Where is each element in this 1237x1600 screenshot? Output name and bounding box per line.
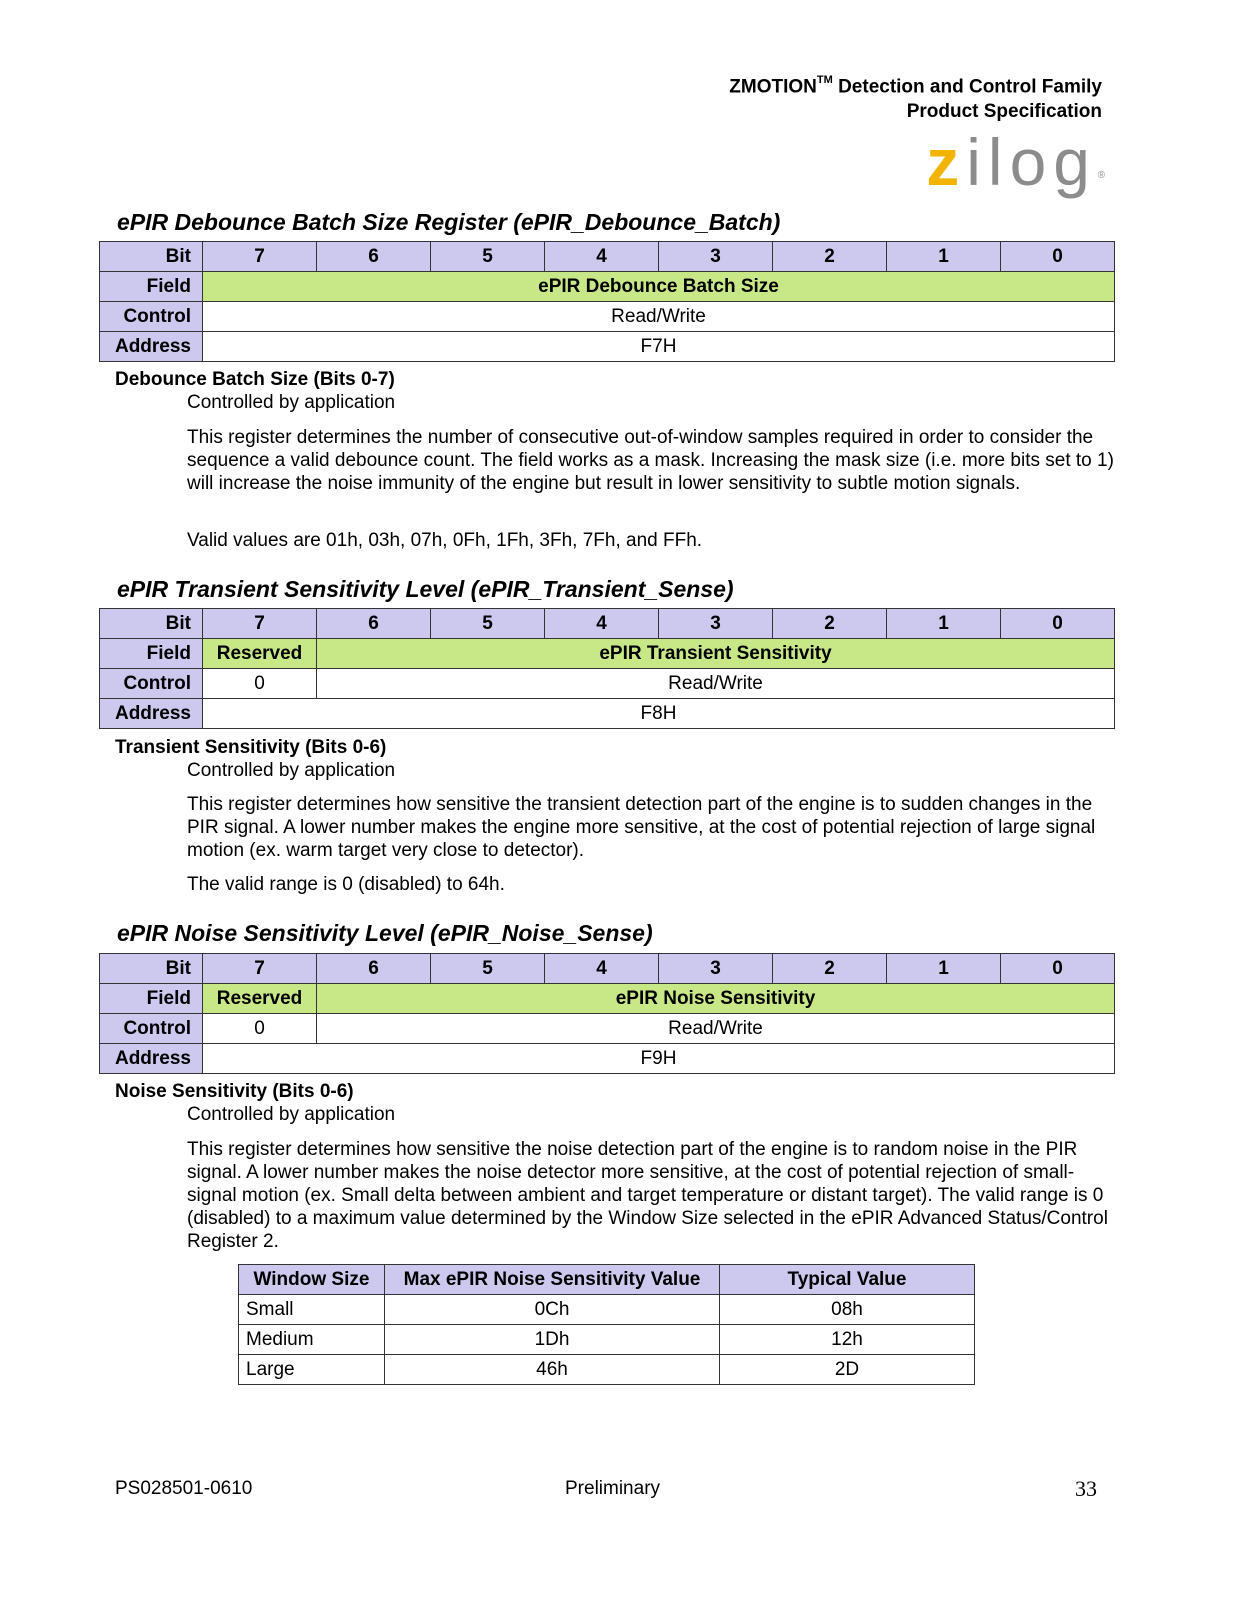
logo-z: z [926, 125, 967, 199]
bit-row [100, 954, 1115, 984]
control-row [100, 669, 1115, 699]
table-cell: Large [239, 1355, 385, 1385]
bit-cell: 5 [431, 609, 545, 639]
logo-rest: ilog [966, 125, 1097, 199]
bit-cell: 2 [773, 954, 887, 984]
field-row [100, 639, 1115, 669]
bit-cell: 4 [545, 242, 659, 272]
bit-label: Bit [100, 954, 203, 984]
document-status: Preliminary [565, 1478, 661, 1499]
register-table-noise [99, 953, 1115, 1074]
description-paragraph: This register determines how sensitive the noise detection part of the engine is to random noise in the PIR signal. A lower number makes the noise detector more sensitive, at the cost of potential rejection of small-signal motion (ex. Small delta between ambient and target temperature or distant target). The valid range is 0 (disabled) to a maximum value determined by the Window Size selected in the ePIR Advanced Status/Control Register 2. [187, 1139, 1108, 1252]
table-cell: 12h [720, 1325, 975, 1355]
register-table-transient [99, 608, 1115, 729]
address-value: F7H [203, 332, 1115, 362]
page-number: 33 [1075, 1476, 1097, 1501]
field-label: Field [100, 984, 203, 1014]
header-line-1 [729, 70, 1102, 99]
table-cell: 1Dh [385, 1325, 720, 1355]
table-header-row [239, 1265, 975, 1295]
bit-cell: 3 [659, 242, 773, 272]
bit-row [100, 609, 1115, 639]
register-table-debounce [99, 241, 1115, 362]
bit-cell: 1 [887, 242, 1001, 272]
bit-cell: 2 [773, 609, 887, 639]
bit-cell: 6 [317, 609, 431, 639]
controlled-by-text: Controlled by application [187, 760, 396, 781]
sub-heading-noise: Noise Sensitivity (Bits 0-6) [115, 1081, 354, 1102]
bit-cell: 2 [773, 242, 887, 272]
table-cell: 2D [720, 1355, 975, 1385]
control-label: Control [100, 669, 203, 699]
bit-cell: 7 [203, 609, 317, 639]
address-row [100, 1044, 1115, 1074]
table-row [239, 1325, 975, 1355]
bit-cell: 1 [887, 954, 1001, 984]
control-row [100, 302, 1115, 332]
column-header: Typical Value [720, 1265, 975, 1295]
reserved-field: Reserved [203, 639, 317, 669]
reserved-field: Reserved [203, 984, 317, 1014]
bit-label: Bit [100, 242, 203, 272]
address-value: F9H [203, 1044, 1115, 1074]
controlled-by-text: Controlled by application [187, 1104, 396, 1125]
bit-cell: 4 [545, 609, 659, 639]
field-value: ePIR Transient Sensitivity [317, 639, 1115, 669]
control-label: Control [100, 1014, 203, 1044]
address-row [100, 699, 1115, 729]
zilog-logo [926, 122, 1105, 202]
valid-range-text: The valid range is 0 (disabled) to 64h. [187, 874, 505, 895]
section-title-debounce: ePIR Debounce Batch Size Register (ePIR_Debounce_Batch) [117, 209, 781, 235]
bit-cell: 0 [1001, 242, 1115, 272]
section-title-transient: ePIR Transient Sensitivity Level (ePIR_Transient_Sense) [117, 576, 734, 602]
bit-cell: 0 [1001, 609, 1115, 639]
table-cell: 0Ch [385, 1295, 720, 1325]
sub-heading-debounce: Debounce Batch Size (Bits 0-7) [115, 369, 395, 390]
header-brand: ZMOTION [729, 76, 817, 98]
control-label: Control [100, 302, 203, 332]
description-paragraph: This register determines how sensitive the transient detection part of the engine is to sudden changes in the PIR signal. A lower number makes the engine more sensitive, at the cost of potential rejection of large signal motion (ex. warm target very close to detector). [187, 794, 1096, 861]
field-value: ePIR Noise Sensitivity [317, 984, 1115, 1014]
bit-cell: 5 [431, 242, 545, 272]
bit-cell: 6 [317, 242, 431, 272]
address-label: Address [100, 699, 203, 729]
section-title-noise: ePIR Noise Sensitivity Level (ePIR_Noise_Sense) [117, 920, 653, 946]
control-value: Read/Write [317, 669, 1115, 699]
table-cell: 08h [720, 1295, 975, 1325]
trademark-mark: TM [816, 74, 833, 86]
controlled-by-text: Controlled by application [187, 392, 396, 413]
table-row [239, 1295, 975, 1325]
sub-heading-transient: Transient Sensitivity (Bits 0-6) [115, 737, 387, 758]
header-family: Detection and Control Family [832, 76, 1102, 98]
description-paragraph: This register determines the number of consecutive out-of-window samples required in order to consider the sequence a valid debounce count. The field works as a mask. Increasing the mask size (i.e. more bits set to 1) will increase the noise immunity of the engine but result in lower sensitivity to subtle motion signals. [187, 427, 1114, 494]
address-label: Address [100, 332, 203, 362]
bit-cell: 7 [203, 954, 317, 984]
window-size-table [238, 1264, 975, 1385]
document-header [729, 70, 1102, 124]
column-header: Max ePIR Noise Sensitivity Value [385, 1265, 720, 1295]
field-row [100, 984, 1115, 1014]
field-label: Field [100, 639, 203, 669]
bit-cell: 7 [203, 242, 317, 272]
field-value: ePIR Debounce Batch Size [203, 272, 1115, 302]
logo-registered-mark: ® [1097, 170, 1105, 181]
doc-number: PS028501-0610 [115, 1478, 253, 1499]
bit-cell: 0 [1001, 954, 1115, 984]
address-value: F8H [203, 699, 1115, 729]
header-line-2: Product Specification [906, 101, 1102, 123]
bit-cell: 3 [659, 609, 773, 639]
field-label: Field [100, 272, 203, 302]
address-row [100, 332, 1115, 362]
address-label: Address [100, 1044, 203, 1074]
bit-cell: 4 [545, 954, 659, 984]
table-cell: Medium [239, 1325, 385, 1355]
reserved-control-value: 0 [203, 1014, 317, 1044]
reserved-control-value: 0 [203, 669, 317, 699]
control-value: Read/Write [203, 302, 1115, 332]
table-row [239, 1355, 975, 1385]
field-row [100, 272, 1115, 302]
table-cell: 46h [385, 1355, 720, 1385]
bit-cell: 6 [317, 954, 431, 984]
table-cell: Small [239, 1295, 385, 1325]
bit-cell: 1 [887, 609, 1001, 639]
control-value: Read/Write [317, 1014, 1115, 1044]
bit-row [100, 242, 1115, 272]
valid-values-text: Valid values are 01h, 03h, 07h, 0Fh, 1Fh, 3Fh, 7Fh, and FFh. [187, 530, 703, 551]
control-row [100, 1014, 1115, 1044]
bit-cell: 5 [431, 954, 545, 984]
column-header: Window Size [239, 1265, 385, 1295]
bit-cell: 3 [659, 954, 773, 984]
bit-label: Bit [100, 609, 203, 639]
